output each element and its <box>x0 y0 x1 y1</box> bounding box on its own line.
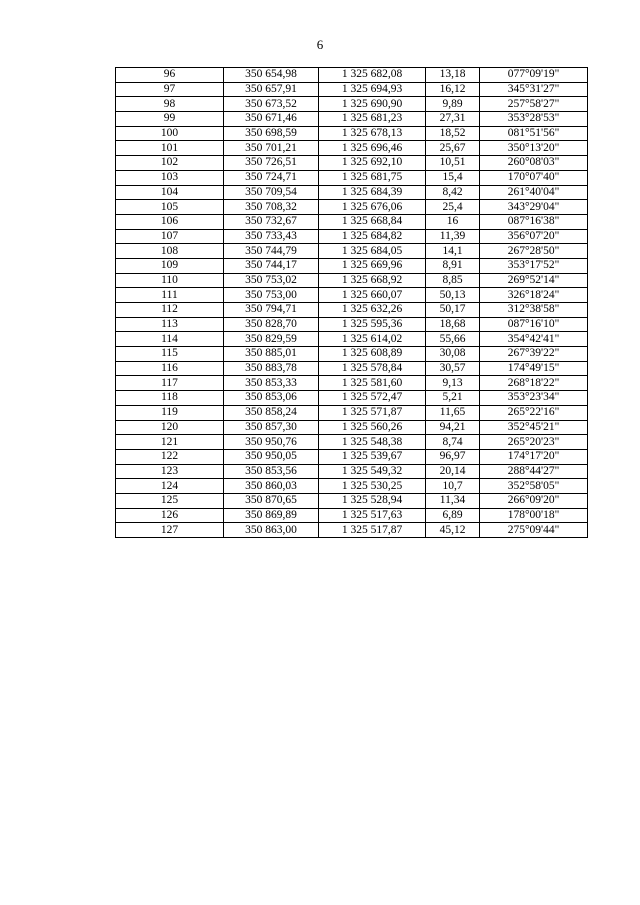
point-number-cell: 110 <box>116 273 224 288</box>
y-coordinate-cell: 1 325 694,93 <box>319 82 426 97</box>
bearing-cell: 343°29'04" <box>480 200 588 215</box>
y-coordinate-cell: 1 325 548,38 <box>319 435 426 450</box>
point-number-cell: 109 <box>116 258 224 273</box>
bearing-cell: 178°00'18" <box>480 508 588 523</box>
point-number-cell: 113 <box>116 317 224 332</box>
point-number-cell: 98 <box>116 97 224 112</box>
point-number-cell: 125 <box>116 493 224 508</box>
x-coordinate-cell: 350 673,52 <box>224 97 319 112</box>
y-coordinate-cell: 1 325 578,84 <box>319 361 426 376</box>
x-coordinate-cell: 350 654,98 <box>224 68 319 83</box>
bearing-cell: 269°52'14" <box>480 273 588 288</box>
table-row <box>116 112 588 127</box>
table-row <box>116 303 588 318</box>
distance-cell: 11,34 <box>426 493 480 508</box>
distance-cell: 16,12 <box>426 82 480 97</box>
point-number-cell: 96 <box>116 68 224 83</box>
table-row <box>116 68 588 83</box>
distance-cell: 96,97 <box>426 449 480 464</box>
table-row <box>116 244 588 259</box>
x-coordinate-cell: 350 863,00 <box>224 523 319 538</box>
x-coordinate-cell: 350 869,89 <box>224 508 319 523</box>
table-row <box>116 185 588 200</box>
x-coordinate-cell: 350 853,33 <box>224 376 319 391</box>
distance-cell: 13,18 <box>426 68 480 83</box>
x-coordinate-cell: 350 726,51 <box>224 156 319 171</box>
point-number-cell: 126 <box>116 508 224 523</box>
bearing-cell: 087°16'10" <box>480 317 588 332</box>
bearing-cell: 354°42'41" <box>480 332 588 347</box>
point-number-cell: 105 <box>116 200 224 215</box>
point-number-cell: 118 <box>116 391 224 406</box>
point-number-cell: 107 <box>116 229 224 244</box>
distance-cell: 8,85 <box>426 273 480 288</box>
y-coordinate-cell: 1 325 517,87 <box>319 523 426 538</box>
x-coordinate-cell: 350 860,03 <box>224 479 319 494</box>
y-coordinate-cell: 1 325 572,47 <box>319 391 426 406</box>
table-row <box>116 229 588 244</box>
bearing-cell: 267°28'50" <box>480 244 588 259</box>
table-row <box>116 141 588 156</box>
point-number-cell: 122 <box>116 449 224 464</box>
x-coordinate-cell: 350 701,21 <box>224 141 319 156</box>
y-coordinate-cell: 1 325 681,75 <box>319 170 426 185</box>
y-coordinate-cell: 1 325 684,05 <box>319 244 426 259</box>
x-coordinate-cell: 350 671,46 <box>224 112 319 127</box>
point-number-cell: 101 <box>116 141 224 156</box>
bearing-cell: 170°07'40" <box>480 170 588 185</box>
bearing-cell: 077°09'19" <box>480 68 588 83</box>
distance-cell: 11,65 <box>426 405 480 420</box>
table-row <box>116 464 588 479</box>
point-number-cell: 127 <box>116 523 224 538</box>
table-row <box>116 420 588 435</box>
distance-cell: 10,51 <box>426 156 480 171</box>
bearing-cell: 352°58'05" <box>480 479 588 494</box>
x-coordinate-cell: 350 744,17 <box>224 258 319 273</box>
bearing-cell: 275°09'44" <box>480 523 588 538</box>
table-row <box>116 347 588 362</box>
distance-cell: 30,57 <box>426 361 480 376</box>
distance-cell: 94,21 <box>426 420 480 435</box>
table-row <box>116 126 588 141</box>
table-row <box>116 170 588 185</box>
table-row <box>116 214 588 229</box>
distance-cell: 9,89 <box>426 97 480 112</box>
bearing-cell: 266°09'20" <box>480 493 588 508</box>
y-coordinate-cell: 1 325 676,06 <box>319 200 426 215</box>
x-coordinate-cell: 350 724,71 <box>224 170 319 185</box>
point-number-cell: 124 <box>116 479 224 494</box>
distance-cell: 50,17 <box>426 303 480 318</box>
y-coordinate-cell: 1 325 692,10 <box>319 156 426 171</box>
distance-cell: 8,42 <box>426 185 480 200</box>
distance-cell: 18,68 <box>426 317 480 332</box>
table-row <box>116 258 588 273</box>
bearing-cell: 353°28'53" <box>480 112 588 127</box>
table-row <box>116 361 588 376</box>
point-number-cell: 104 <box>116 185 224 200</box>
y-coordinate-cell: 1 325 660,07 <box>319 288 426 303</box>
bearing-cell: 353°17'52" <box>480 258 588 273</box>
x-coordinate-cell: 350 753,02 <box>224 273 319 288</box>
distance-cell: 16 <box>426 214 480 229</box>
table-row <box>116 523 588 538</box>
y-coordinate-cell: 1 325 684,82 <box>319 229 426 244</box>
distance-cell: 8,91 <box>426 258 480 273</box>
y-coordinate-cell: 1 325 682,08 <box>319 68 426 83</box>
y-coordinate-cell: 1 325 530,25 <box>319 479 426 494</box>
y-coordinate-cell: 1 325 678,13 <box>319 126 426 141</box>
coordinates-table-body <box>116 68 588 538</box>
distance-cell: 6,89 <box>426 508 480 523</box>
bearing-cell: 268°18'22" <box>480 376 588 391</box>
y-coordinate-cell: 1 325 632,26 <box>319 303 426 318</box>
y-coordinate-cell: 1 325 595,36 <box>319 317 426 332</box>
bearing-cell: 261°40'04" <box>480 185 588 200</box>
distance-cell: 18,52 <box>426 126 480 141</box>
x-coordinate-cell: 350 828,70 <box>224 317 319 332</box>
x-coordinate-cell: 350 950,76 <box>224 435 319 450</box>
bearing-cell: 312°38'58" <box>480 303 588 318</box>
bearing-cell: 174°49'15" <box>480 361 588 376</box>
bearing-cell: 081°51'56" <box>480 126 588 141</box>
x-coordinate-cell: 350 744,79 <box>224 244 319 259</box>
distance-cell: 45,12 <box>426 523 480 538</box>
x-coordinate-cell: 350 657,91 <box>224 82 319 97</box>
x-coordinate-cell: 350 857,30 <box>224 420 319 435</box>
table-row <box>116 449 588 464</box>
point-number-cell: 100 <box>116 126 224 141</box>
bearing-cell: 087°16'38" <box>480 214 588 229</box>
x-coordinate-cell: 350 883,78 <box>224 361 319 376</box>
distance-cell: 5,21 <box>426 391 480 406</box>
x-coordinate-cell: 350 950,05 <box>224 449 319 464</box>
y-coordinate-cell: 1 325 684,39 <box>319 185 426 200</box>
distance-cell: 9,13 <box>426 376 480 391</box>
x-coordinate-cell: 350 698,59 <box>224 126 319 141</box>
point-number-cell: 97 <box>116 82 224 97</box>
point-number-cell: 103 <box>116 170 224 185</box>
table-row <box>116 82 588 97</box>
bearing-cell: 353°23'34" <box>480 391 588 406</box>
bearing-cell: 356°07'20" <box>480 229 588 244</box>
table-row <box>116 479 588 494</box>
point-number-cell: 117 <box>116 376 224 391</box>
table-row <box>116 317 588 332</box>
distance-cell: 20,14 <box>426 464 480 479</box>
distance-cell: 11,39 <box>426 229 480 244</box>
table-row <box>116 508 588 523</box>
bearing-cell: 257°58'27" <box>480 97 588 112</box>
x-coordinate-cell: 350 708,32 <box>224 200 319 215</box>
bearing-cell: 174°17'20" <box>480 449 588 464</box>
y-coordinate-cell: 1 325 539,67 <box>319 449 426 464</box>
point-number-cell: 115 <box>116 347 224 362</box>
x-coordinate-cell: 350 885,01 <box>224 347 319 362</box>
distance-cell: 27,31 <box>426 112 480 127</box>
y-coordinate-cell: 1 325 614,02 <box>319 332 426 347</box>
table-row <box>116 376 588 391</box>
point-number-cell: 108 <box>116 244 224 259</box>
y-coordinate-cell: 1 325 669,96 <box>319 258 426 273</box>
table-row <box>116 200 588 215</box>
y-coordinate-cell: 1 325 581,60 <box>319 376 426 391</box>
distance-cell: 25,4 <box>426 200 480 215</box>
y-coordinate-cell: 1 325 668,92 <box>319 273 426 288</box>
point-number-cell: 112 <box>116 303 224 318</box>
y-coordinate-cell: 1 325 517,63 <box>319 508 426 523</box>
y-coordinate-cell: 1 325 690,90 <box>319 97 426 112</box>
table-row <box>116 493 588 508</box>
y-coordinate-cell: 1 325 571,87 <box>319 405 426 420</box>
distance-cell: 30,08 <box>426 347 480 362</box>
distance-cell: 10,7 <box>426 479 480 494</box>
x-coordinate-cell: 350 853,56 <box>224 464 319 479</box>
table-row <box>116 156 588 171</box>
bearing-cell: 260°08'03" <box>480 156 588 171</box>
coordinates-table <box>115 67 588 538</box>
x-coordinate-cell: 350 753,00 <box>224 288 319 303</box>
bearing-cell: 265°22'16" <box>480 405 588 420</box>
y-coordinate-cell: 1 325 696,46 <box>319 141 426 156</box>
distance-cell: 55,66 <box>426 332 480 347</box>
x-coordinate-cell: 350 870,65 <box>224 493 319 508</box>
distance-cell: 8,74 <box>426 435 480 450</box>
point-number-cell: 99 <box>116 112 224 127</box>
y-coordinate-cell: 1 325 681,23 <box>319 112 426 127</box>
point-number-cell: 121 <box>116 435 224 450</box>
x-coordinate-cell: 350 733,43 <box>224 229 319 244</box>
x-coordinate-cell: 350 794,71 <box>224 303 319 318</box>
table-row <box>116 97 588 112</box>
distance-cell: 25,67 <box>426 141 480 156</box>
point-number-cell: 102 <box>116 156 224 171</box>
table-row <box>116 332 588 347</box>
point-number-cell: 116 <box>116 361 224 376</box>
y-coordinate-cell: 1 325 549,32 <box>319 464 426 479</box>
point-number-cell: 106 <box>116 214 224 229</box>
point-number-cell: 120 <box>116 420 224 435</box>
point-number-cell: 123 <box>116 464 224 479</box>
distance-cell: 50,13 <box>426 288 480 303</box>
bearing-cell: 265°20'23" <box>480 435 588 450</box>
x-coordinate-cell: 350 853,06 <box>224 391 319 406</box>
bearing-cell: 345°31'27" <box>480 82 588 97</box>
table-row <box>116 273 588 288</box>
point-number-cell: 111 <box>116 288 224 303</box>
x-coordinate-cell: 350 829,59 <box>224 332 319 347</box>
x-coordinate-cell: 350 732,67 <box>224 214 319 229</box>
y-coordinate-cell: 1 325 608,89 <box>319 347 426 362</box>
y-coordinate-cell: 1 325 528,94 <box>319 493 426 508</box>
bearing-cell: 352°45'21" <box>480 420 588 435</box>
y-coordinate-cell: 1 325 560,26 <box>319 420 426 435</box>
distance-cell: 15,4 <box>426 170 480 185</box>
bearing-cell: 350°13'20" <box>480 141 588 156</box>
bearing-cell: 267°39'22" <box>480 347 588 362</box>
table-row <box>116 435 588 450</box>
y-coordinate-cell: 1 325 668,84 <box>319 214 426 229</box>
x-coordinate-cell: 350 709,54 <box>224 185 319 200</box>
bearing-cell: 288°44'27" <box>480 464 588 479</box>
table-row <box>116 288 588 303</box>
page-number: 6 <box>316 37 324 52</box>
table-row <box>116 391 588 406</box>
table-row <box>116 405 588 420</box>
distance-cell: 14,1 <box>426 244 480 259</box>
point-number-cell: 114 <box>116 332 224 347</box>
point-number-cell: 119 <box>116 405 224 420</box>
bearing-cell: 326°18'24" <box>480 288 588 303</box>
x-coordinate-cell: 350 858,24 <box>224 405 319 420</box>
